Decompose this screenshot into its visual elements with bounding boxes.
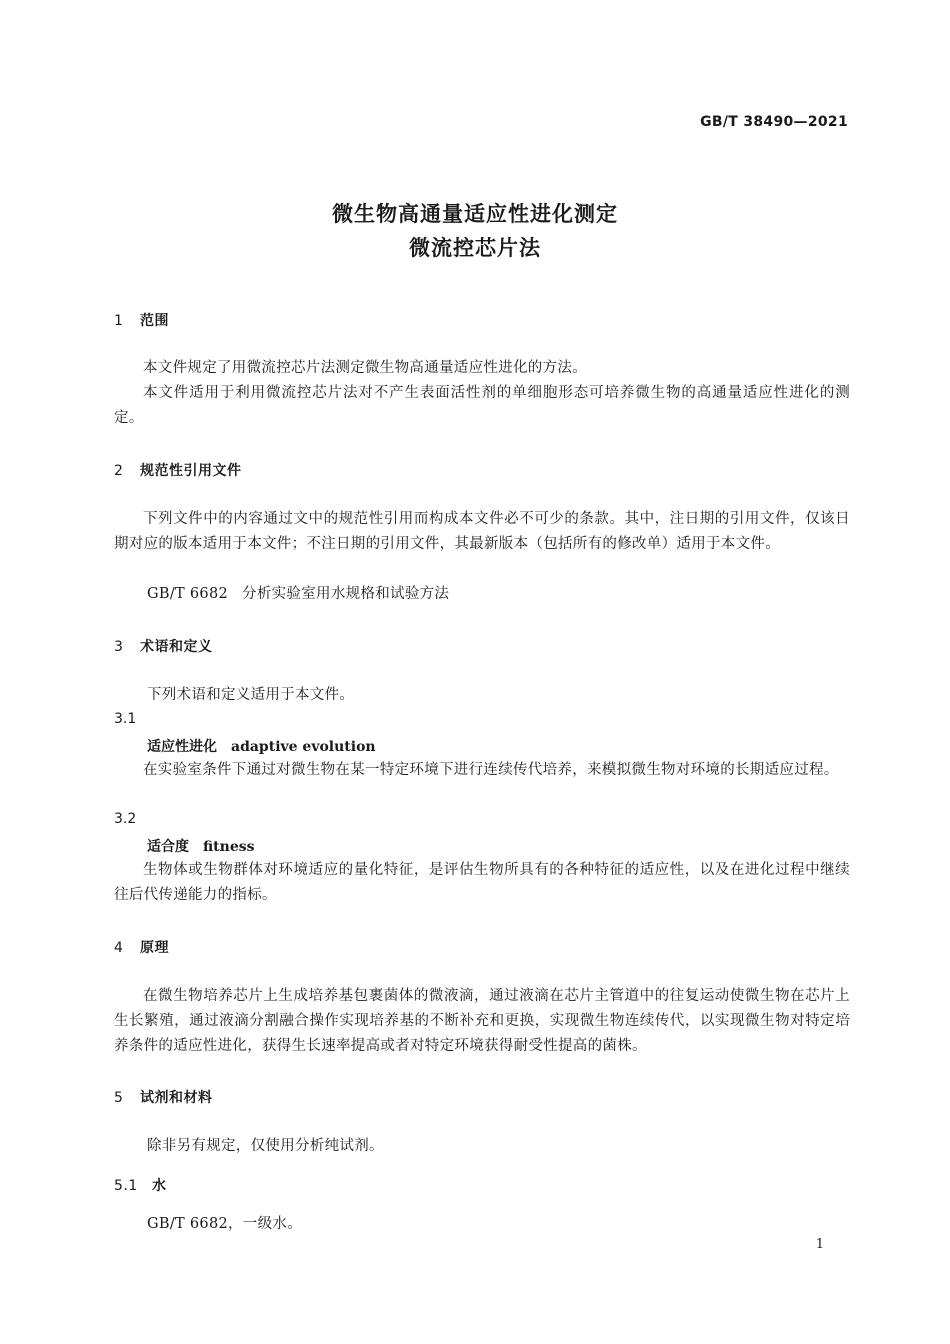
section-title: 试剂和材料: [140, 1090, 213, 1106]
section-number: 5: [114, 1090, 124, 1106]
reference-code: GB/T 6682: [147, 586, 229, 602]
subsection-number: 5.1: [114, 1178, 138, 1194]
term-number: 3.1: [114, 711, 137, 727]
section-heading-reagents: [114, 1087, 213, 1107]
section-title: 原理: [140, 940, 169, 956]
section-heading-terms: [114, 636, 213, 656]
term-definition: 在实验室条件下通过对微生物在某一特定环境下进行连续传代培养，来模拟微生物对环境的长期适应过程。: [143, 762, 839, 778]
term-en: fitness: [203, 839, 255, 855]
paragraph: 本文件规定了用微流控芯片法测定微生物高通量适应性进化的方法。: [143, 360, 587, 376]
paragraph: 本文件适用于利用微流控芯片法对不产生表面活性剂的单细胞形态可培养微生物的高通量适应性进化的测定。: [114, 385, 850, 426]
section-title: 术语和定义: [140, 639, 213, 655]
paragraph: 下列术语和定义适用于本文件。: [147, 687, 355, 703]
section-number: 3: [114, 639, 124, 655]
term-en: adaptive evolution: [231, 739, 376, 755]
reference-title: 分析实验室用水规格和试验方法: [242, 586, 450, 602]
document-title: 微生物高通量适应性进化测定: [332, 202, 618, 226]
subsection-heading-water: [114, 1175, 167, 1195]
section-number: 1: [114, 313, 124, 329]
normative-reference: [147, 582, 449, 603]
term-zh: 适合度: [147, 839, 189, 855]
section-title: 规范性引用文件: [140, 463, 242, 479]
section-number: 4: [114, 940, 124, 956]
paragraph: GB/T 6682，一级水。: [147, 1216, 303, 1232]
subsection-title: 水: [152, 1178, 167, 1194]
section-title: 范围: [140, 313, 169, 329]
term-definition: 生物体或生物群体对环境适应的量化特征，是评估生物所具有的各种特征的适应性，以及在进化过程中继续往后代传递能力的指标。: [114, 862, 850, 903]
standard-number: GB/T 38490—2021: [700, 114, 848, 130]
paragraph: 除非另有规定，仅使用分析纯试剂。: [147, 1138, 384, 1154]
term-number: 3.2: [114, 811, 137, 827]
term-entry: [147, 836, 255, 856]
section-number: 2: [114, 463, 124, 479]
document-subtitle: 微流控芯片法: [409, 236, 541, 260]
section-heading-scope: [114, 310, 169, 330]
paragraph: 下列文件中的内容通过文中的规范性引用而构成本文件必不可少的条款。其中，注日期的引用文件，仅该日期对应的版本适用于本文件；不注日期的引用文件，其最新版本（包括所有的修改单）适用于本文件。: [114, 511, 850, 552]
section-heading-principle: [114, 937, 169, 957]
page-number: 1: [815, 1237, 824, 1252]
paragraph: 在微生物培养芯片上生成培养基包裹菌体的微液滴，通过液滴在芯片主管道中的往复运动使微生物在芯片上生长繁殖，通过液滴分割融合操作实现培养基的不断补充和更换，实现微生物连续传代，以实现微生物对特定培养条件的适应性进化，获得生长速率提高或者对特定环境获得耐受性提高的菌株。: [114, 988, 850, 1054]
term-zh: 适应性进化: [147, 739, 217, 755]
section-heading-normative-references: [114, 460, 242, 480]
term-entry: [147, 736, 376, 756]
